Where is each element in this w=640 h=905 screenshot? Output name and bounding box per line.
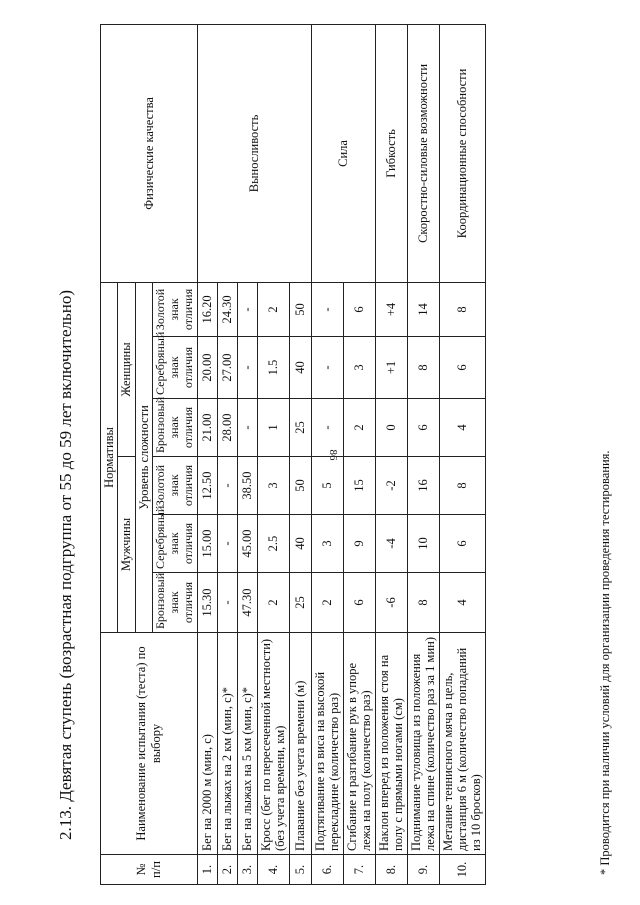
test-name: Наклон вперед из положения стоя на полу с прямыми ногами (см)	[375, 633, 407, 855]
women-gold-value: 24.30	[217, 282, 237, 336]
table-row	[375, 24, 407, 884]
men-bronze-value: 2	[311, 573, 343, 633]
test-name: Бег на лыжах на 2 км (мин, с)*	[217, 633, 237, 855]
women-silver-value: +1	[375, 337, 407, 399]
women-gold-value: 16.20	[197, 282, 217, 336]
women-bronze-value: 0	[375, 399, 407, 457]
men-gold-value: 15	[343, 457, 375, 515]
women-silver-value: 3	[343, 337, 375, 399]
row-num: 5.	[289, 855, 311, 885]
women-silver-value: 8	[407, 337, 439, 399]
women-bronze-value: 6	[407, 399, 439, 457]
men-gold-value: 12.50	[197, 457, 217, 515]
header-norms: Нормативы	[101, 282, 118, 632]
row-num: 1.	[197, 855, 217, 885]
test-name: Кросс (бег по пересеченной местности) (без учета времени, км)	[257, 633, 289, 855]
page-heading: 2.13. Девятая ступень (возрастная подгруппа от 55 до 59 лет включительно)	[56, 290, 75, 840]
men-bronze-value: 8	[407, 573, 439, 633]
header-women-silver: Серебряный знак отличия	[153, 337, 197, 399]
header-men-gold: Золотой знак отличия	[153, 457, 197, 515]
women-gold-value: 8	[439, 282, 485, 336]
women-gold-value: 50	[289, 282, 311, 336]
men-silver-value: -	[217, 515, 237, 573]
header-men-silver: Серебряный знак отличия	[153, 515, 197, 573]
test-name: Плавание без учета времени (м)	[289, 633, 311, 855]
table-row	[407, 24, 439, 884]
men-bronze-value: 47.30	[237, 573, 257, 633]
women-silver-value: 1.5	[257, 337, 289, 399]
men-bronze-value: 6	[343, 573, 375, 633]
men-gold-value: 8	[439, 457, 485, 515]
header-women: Женщины	[118, 282, 135, 456]
footnote: * Проводится при наличии условий для организации проведения тестирования.	[598, 450, 612, 875]
men-gold-value: 5	[311, 457, 343, 515]
rotated-page	[10, 10, 610, 885]
men-silver-value: 9	[343, 515, 375, 573]
header-num: № п/п	[101, 855, 198, 885]
men-silver-value: 10	[407, 515, 439, 573]
men-gold-value: -	[217, 457, 237, 515]
women-gold-value: 6	[343, 282, 375, 336]
women-bronze-value: 25	[289, 399, 311, 457]
men-silver-value: 6	[439, 515, 485, 573]
header-name: Наименование испытания (теста) по выбору	[101, 633, 198, 855]
header-women-gold: Золотой знак отличия	[153, 282, 197, 336]
women-gold-value: +4	[375, 282, 407, 336]
page-number: 86	[327, 449, 339, 461]
women-bronze-value: 21.00	[197, 399, 217, 457]
row-num: 7.	[343, 855, 375, 885]
men-silver-value: 15.00	[197, 515, 217, 573]
test-name: Бег на лыжах на 5 км (мин, с)*	[237, 633, 257, 855]
quality-coordination: Координационные способности	[439, 24, 485, 282]
men-silver-value: 3	[311, 515, 343, 573]
test-name: Сгибание и разгибание рук в упоре лежа на полу (количество раз)	[343, 633, 375, 855]
women-silver-value: -	[237, 337, 257, 399]
women-silver-value: -	[311, 337, 343, 399]
test-name: Поднимание туловища из положения лежа на спине (количество раз за 1 мин)	[407, 633, 439, 855]
header-women-bronze: Бронзовый знак отличия	[153, 399, 197, 457]
men-silver-value: 45.00	[237, 515, 257, 573]
men-bronze-value: 2	[257, 573, 289, 633]
men-gold-value: -2	[375, 457, 407, 515]
row-num: 8.	[375, 855, 407, 885]
men-silver-value: 2.5	[257, 515, 289, 573]
women-bronze-value: 4	[439, 399, 485, 457]
men-gold-value: 16	[407, 457, 439, 515]
table-row	[439, 24, 485, 884]
row-num: 4.	[257, 855, 289, 885]
men-gold-value: 3	[257, 457, 289, 515]
row-num: 2.	[217, 855, 237, 885]
men-silver-value: 40	[289, 515, 311, 573]
men-bronze-value: -	[217, 573, 237, 633]
women-gold-value: 2	[257, 282, 289, 336]
test-name: Подтягивание из виса на высокой перекладине (количество раз)	[311, 633, 343, 855]
men-bronze-value: 25	[289, 573, 311, 633]
header-men-bronze: Бронзовый знак отличия	[153, 573, 197, 633]
women-gold-value: -	[237, 282, 257, 336]
men-gold-value: 50	[289, 457, 311, 515]
women-bronze-value: 2	[343, 399, 375, 457]
row-num: 6.	[311, 855, 343, 885]
quality-flexibility: Гибкость	[375, 24, 407, 282]
women-gold-value: -	[311, 282, 343, 336]
men-silver-value: -4	[375, 515, 407, 573]
men-bronze-value: 15.30	[197, 573, 217, 633]
quality-endurance: Выносливость	[197, 24, 311, 282]
row-num: 9.	[407, 855, 439, 885]
header-men: Мужчины	[118, 457, 135, 633]
row-num: 10.	[439, 855, 485, 885]
test-name: Метание теннисного мяча в цель, дистанция 6 м (количество попаданий из 10 бросков)	[439, 633, 485, 855]
row-num: 3.	[237, 855, 257, 885]
women-bronze-value: 1	[257, 399, 289, 457]
men-gold-value: 38.50	[237, 457, 257, 515]
women-silver-value: 6	[439, 337, 485, 399]
table-row	[197, 24, 217, 884]
header-qualities: Физические качества	[101, 24, 198, 282]
norms-table	[100, 24, 486, 885]
header-level: Уровень сложности	[135, 282, 152, 632]
men-bronze-value: -6	[375, 573, 407, 633]
women-silver-value: 20.00	[197, 337, 217, 399]
women-silver-value: 27.00	[217, 337, 237, 399]
table-row	[311, 24, 343, 884]
women-bronze-value: -	[237, 399, 257, 457]
quality-speed-strength: Скоростно-силовые возможности	[407, 24, 439, 282]
quality-strength: Сила	[311, 24, 375, 282]
women-gold-value: 14	[407, 282, 439, 336]
women-silver-value: 40	[289, 337, 311, 399]
men-bronze-value: 4	[439, 573, 485, 633]
women-bronze-value: 28.00	[217, 399, 237, 457]
test-name: Бег на 2000 м (мин, с)	[197, 633, 217, 855]
women-bronze-value: -	[311, 399, 343, 457]
